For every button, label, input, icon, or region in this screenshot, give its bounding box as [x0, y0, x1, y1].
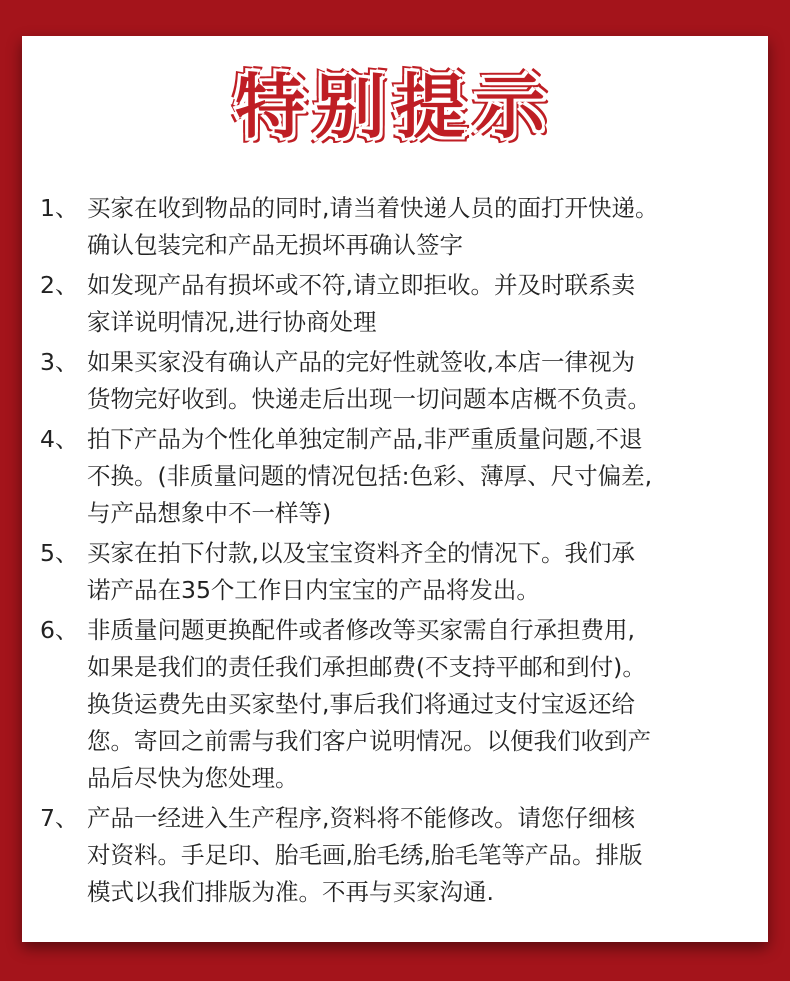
- notice-item-7: [40, 800, 756, 911]
- item-number: 4、: [40, 425, 79, 453]
- item-text: 买家在拍下付款,以及宝宝资料齐全的情况下。我们承 诺产品在35个工作日内宝宝的产品将发出。: [87, 539, 635, 604]
- notice-item-6: [40, 612, 756, 797]
- notice-item-4: [40, 421, 756, 532]
- notice-card: [22, 36, 768, 942]
- item-number: 1、: [40, 194, 79, 222]
- item-number: 2、: [40, 271, 79, 299]
- notice-title-text: 特别提示: [235, 66, 555, 148]
- notice-item-3: [40, 344, 756, 418]
- item-text: 拍下产品为个性化单独定制产品,非严重质量问题,不退 不换。(非质量问题的情况包括:色彩、薄厚、尺寸偏差, 与产品想象中不一样等): [87, 425, 653, 527]
- notice-list: [40, 190, 756, 914]
- notice-item-1: [40, 190, 756, 264]
- item-number: 3、: [40, 348, 79, 376]
- notice-title: [22, 66, 768, 148]
- item-number: 7、: [40, 804, 79, 832]
- item-text: 买家在收到物品的同时,请当着快递人员的面打开快递。 确认包装完和产品无损坏再确认签字: [87, 194, 659, 259]
- item-text: 非质量问题更换配件或者修改等买家需自行承担费用, 如果是我们的责任我们承担邮费(不支持平邮和到付)。 换货运费先由买家垫付,事后我们将通过支付宝返还给 您。寄回之前需与我们客户说明情况。以便我们收到产 品后尽快为您处理。: [87, 616, 651, 792]
- notice-item-5: [40, 535, 756, 609]
- item-text: 产品一经进入生产程序,资料将不能修改。请您仔细核 对资料。手足印、胎毛画,胎毛绣,胎毛笔等产品。排版 模式以我们排版为准。不再与买家沟通.: [87, 804, 643, 906]
- item-number: 5、: [40, 539, 79, 567]
- item-number: 6、: [40, 616, 79, 644]
- notice-item-2: [40, 267, 756, 341]
- item-text: 如发现产品有损坏或不符,请立即拒收。并及时联系卖 家详说明情况,进行协商处理: [87, 271, 635, 336]
- item-text: 如果买家没有确认产品的完好性就签收,本店一律视为 货物完好收到。快递走后出现一切问题本店概不负责。: [87, 348, 651, 413]
